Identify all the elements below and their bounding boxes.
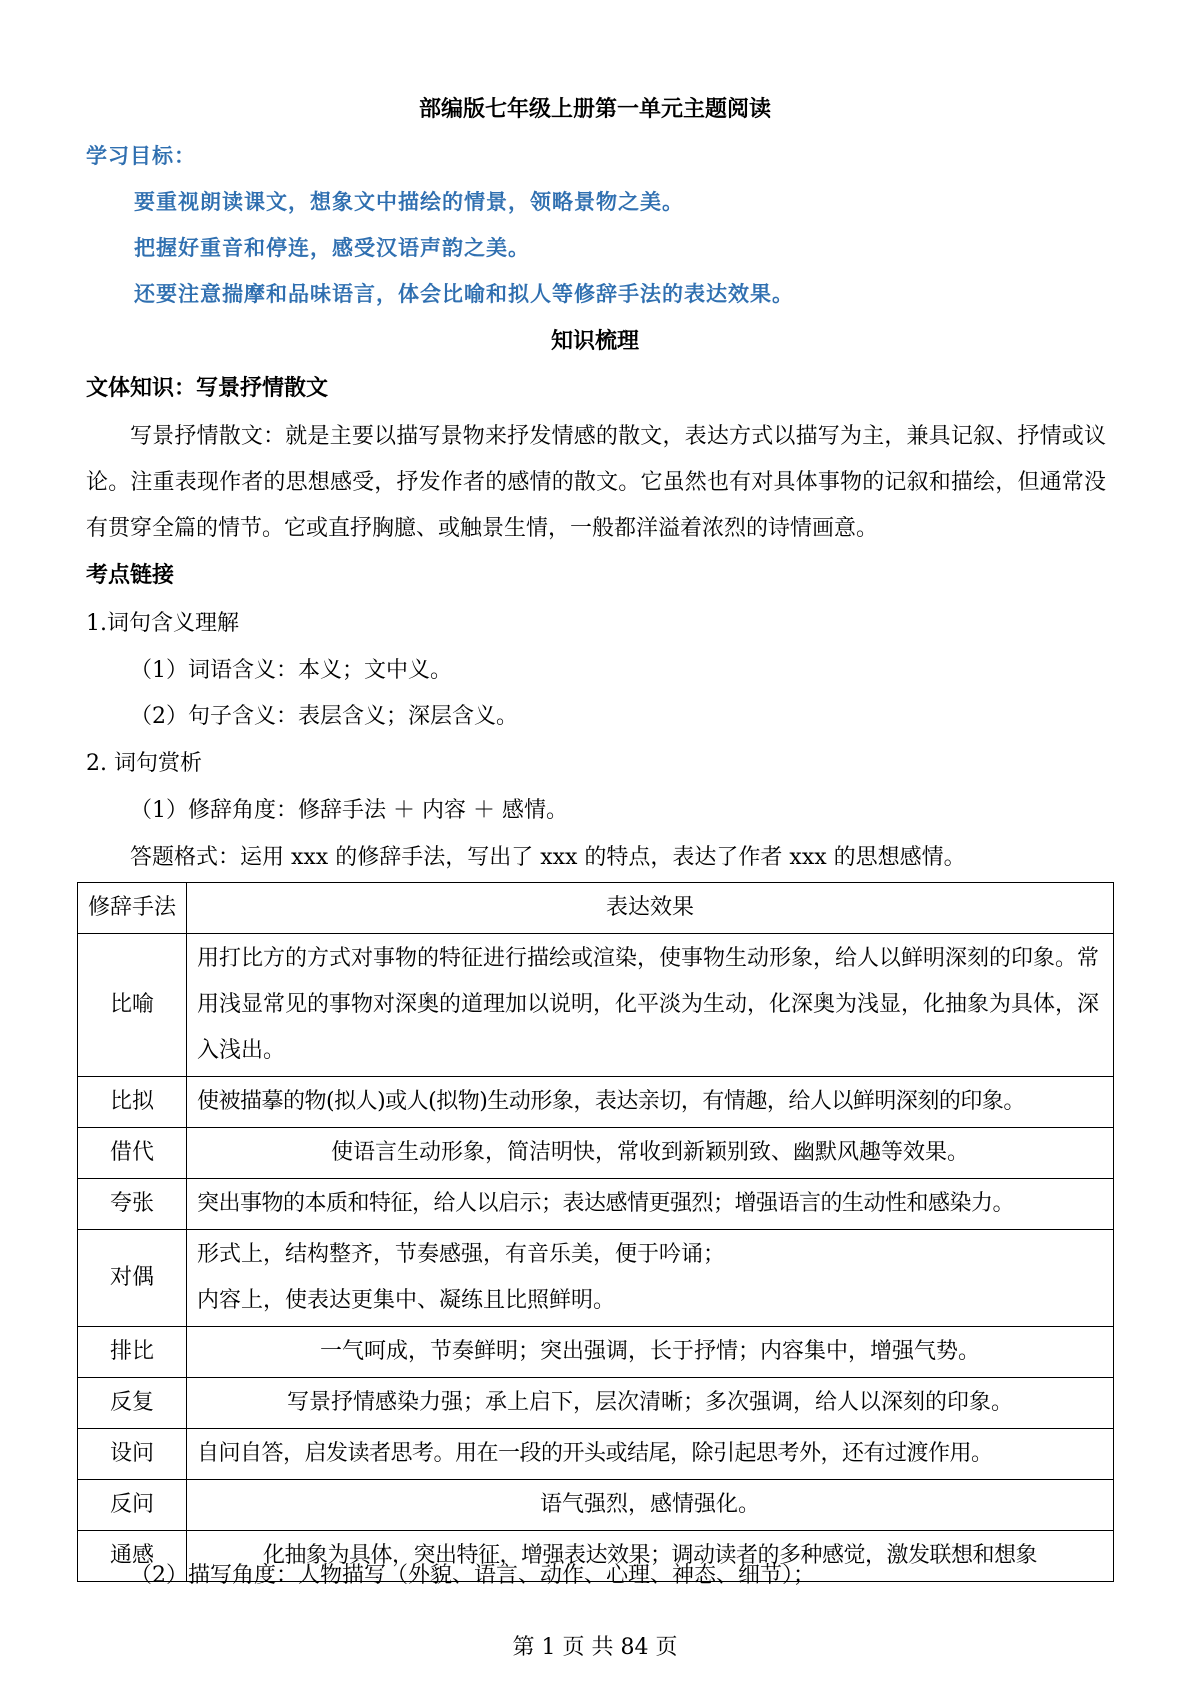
answer-format: 答题格式：运用 xxx 的修辞手法，写出了 xxx 的特点，表达了作者 xxx 的思想感情。 — [130, 845, 966, 870]
rhetoric-name: 借代 — [78, 1128, 187, 1179]
exam-item-1-sub-2: （2）句子含义：表层含义；深层含义。 — [130, 704, 518, 729]
table-row — [78, 1429, 1114, 1480]
genre-paragraph: 写景抒情散文：就是主要以描写景物来抒发情感的散文，表达方式以描写为主，兼具记叙、抒情或议论。注重表现作者的思想感受，抒发作者的感情的散文。它虽然也有对具体事物的记叙和描绘，但通常没有贯穿全篇的情节。它或直抒胸臆、或触景生情，一般都洋溢着浓烈的诗情画意。 — [86, 424, 1106, 541]
rhetoric-effect: 一气呵成，节奏鲜明；突出强调，长于抒情；内容集中，增强气势。 — [187, 1327, 1114, 1378]
table-row — [78, 1327, 1114, 1378]
section-title: 知识梳理 — [550, 329, 639, 354]
exam-item-2-sub-1: （1）修辞角度：修辞手法 ＋ 内容 ＋ 感情。 — [130, 798, 568, 823]
rhetoric-effect — [187, 1230, 1114, 1327]
rhetoric-effect-line: 内容上，使表达更集中、凝练且比照鲜明。 — [197, 1288, 616, 1313]
rhetoric-effect: 用打比方的方式对事物的特征进行描绘或渲染，使事物生动形象，给人以鲜明深刻的印象。常用浅显常见的事物对深奥的道理加以说明，化平淡为生动，化深奥为浅显，化抽象为具体，深入浅出。 — [187, 934, 1114, 1077]
objective-item-1: 要重视朗读课文，想象文中描绘的情景，领略景物之美。 — [134, 189, 684, 214]
rhetoric-name: 排比 — [78, 1327, 187, 1378]
exam-item-1-sub-1: （1）词语含义：本义；文中义。 — [130, 658, 452, 683]
rhetoric-name: 反复 — [78, 1378, 187, 1429]
objective-item-3: 还要注意揣摩和品味语言，体会比喻和拟人等修辞手法的表达效果。 — [134, 281, 794, 306]
page-title: 部编版七年级上册第一单元主题阅读 — [418, 97, 771, 122]
rhetoric-effect: 使语言生动形象，简洁明快，常收到新颖别致、幽默风趣等效果。 — [187, 1128, 1114, 1179]
table-row — [78, 1179, 1114, 1230]
rhetoric-name: 对偶 — [78, 1230, 187, 1327]
rhetoric-effect: 化抽象为具体，突出特征，增强表达效果；调动读者的多种感觉，激发联想和想象 — [187, 1531, 1114, 1582]
rhetoric-effect: 突出事物的本质和特征，给人以启示；表达感情更强烈；增强语言的生动性和感染力。 — [187, 1179, 1114, 1230]
exam-item-2-sub-2: （2）描写角度：人物描写（外貌、语言、动作、心理、神态、细节）； — [130, 1563, 815, 1588]
rhetoric-effect: 语气强烈，感情强化。 — [187, 1480, 1114, 1531]
table-row — [78, 1378, 1114, 1429]
rhetoric-name: 反问 — [78, 1480, 187, 1531]
page-footer: 第 1 页 共 84 页 — [512, 1635, 678, 1660]
rhetoric-name: 夸张 — [78, 1179, 187, 1230]
rhetoric-name: 设问 — [78, 1429, 187, 1480]
exam-item-1: 1.词句含义理解 — [86, 611, 239, 636]
exam-heading: 考点链接 — [86, 563, 175, 588]
exam-item-2: 2. 词句赏析 — [86, 751, 202, 776]
rhetoric-effect-line: 形式上，结构整齐，节奏感强，有音乐美，便于吟诵； — [197, 1242, 726, 1267]
genre-heading: 文体知识：写景抒情散文 — [86, 376, 329, 401]
table-row — [78, 1128, 1114, 1179]
table-row — [78, 1480, 1114, 1531]
rhetoric-effect: 使被描摹的物(拟人)或人(拟物)生动形象，表达亲切，有情趣，给人以鲜明深刻的印象。 — [187, 1077, 1114, 1128]
header-rhetoric: 修辞手法 — [78, 883, 187, 934]
rhetoric-name: 通感 — [78, 1531, 187, 1582]
rhetoric-name: 比喻 — [78, 934, 187, 1077]
rhetoric-table — [77, 882, 1114, 1582]
table-row — [78, 934, 1114, 1077]
table-header-row — [78, 883, 1114, 934]
rhetoric-name: 比拟 — [78, 1077, 187, 1128]
table-row — [78, 1230, 1114, 1327]
rhetoric-effect: 写景抒情感染力强；承上启下，层次清晰；多次强调，给人以深刻的印象。 — [187, 1378, 1114, 1429]
table-row — [78, 1077, 1114, 1128]
rhetoric-effect: 自问自答，启发读者思考。用在一段的开头或结尾，除引起思考外，还有过渡作用。 — [187, 1429, 1114, 1480]
header-effect: 表达效果 — [187, 883, 1114, 934]
objective-item-2: 把握好重音和停连，感受汉语声韵之美。 — [134, 235, 530, 260]
objectives-heading: 学习目标： — [86, 143, 196, 168]
